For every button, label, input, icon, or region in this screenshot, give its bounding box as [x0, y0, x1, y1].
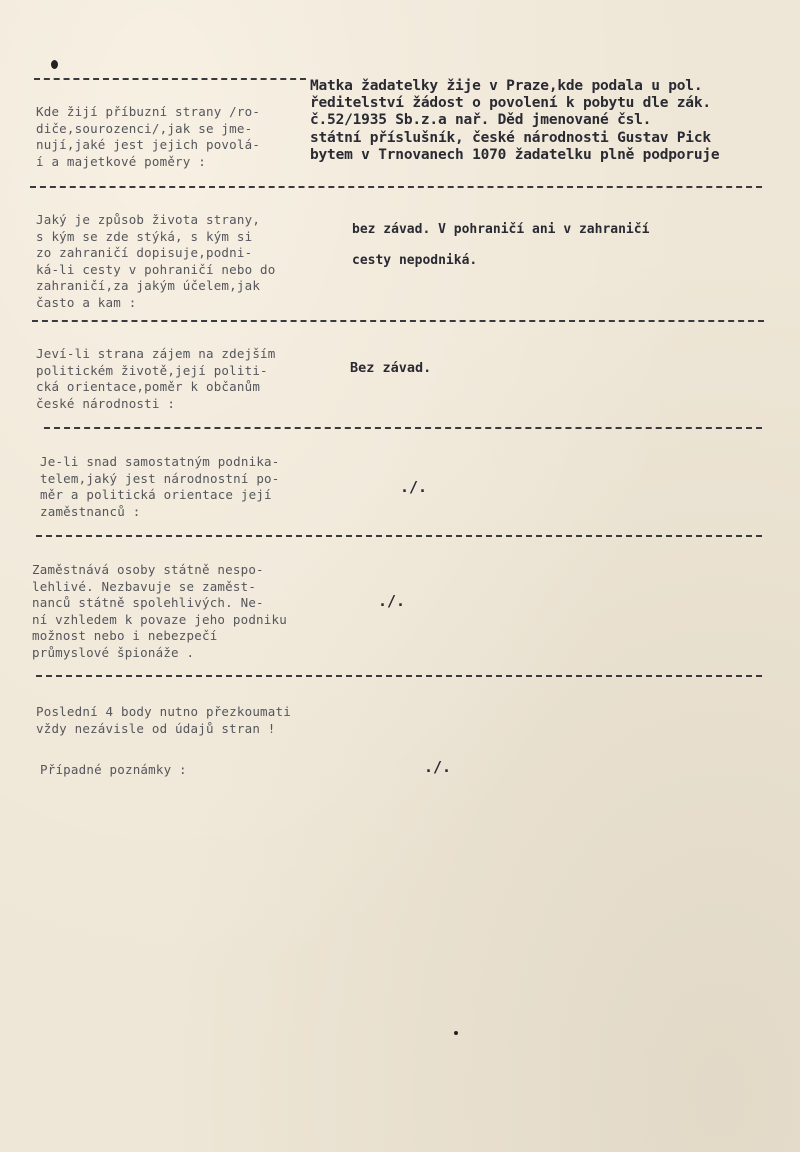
question-lifestyle: Jaký je způsob života strany, s kým se zde stýká, s kým si zo zahraničí dopisuje,podni- ká-li cesty v pohraničí nebo do zahraničí,za jakým účelem,jak často a kam : — [36, 212, 276, 310]
question-entrepreneur: Je-li snad samostatným podnika- telem,jaký jest národnostní po- měr a politická orientace její zaměstnanců : — [40, 454, 280, 519]
answer-relatives: Matka žadatelky žije v Praze,kde podala u pol. ředitelství žádost o povolení k pobytu dle zák. č.52/1935 Sb.z.a nař. Děd jmenované čsl. státní příslušník, české národnosti Gustav Pick bytem v Trnovanech 1070 žadatelku plně podporuje — [310, 78, 720, 163]
note-verify: Poslední 4 body nutno přezkoumati vždy nezávisle od údajů stran ! — [36, 704, 291, 736]
answer-remarks: ./. — [424, 758, 452, 776]
separator-line — [32, 320, 764, 322]
answer-employees: ./. — [378, 592, 406, 610]
ink-dot — [454, 1031, 458, 1035]
answer-entrepreneur: ./. — [400, 478, 428, 496]
answer-lifestyle: bez závad. V pohraničí ani v zahraničí cesty nepodniká. — [352, 222, 650, 268]
question-remarks: Případné poznámky : — [40, 762, 187, 777]
question-employees: Zaměstnává osoby státně nespo- lehlivé. Nezbavuje se zaměst- nanců státně spolehlivých. Ne- ní vzhledem k povaze jeho podniku možnost nebo i nebezpečí průmyslové špionáže . — [32, 562, 287, 660]
separator-line — [44, 427, 762, 429]
question-relatives: Kde žijí příbuzní strany /ro- diče,sourozenci/,jak se jme- nují,jaké jest jejich povolá- í a majetkové poměry : — [36, 104, 261, 169]
question-politics: Jeví-li strana zájem na zdejším politickém životě,její politi- cká orientace,poměr k občanům české národnosti : — [36, 346, 276, 411]
separator-line — [34, 78, 306, 80]
separator-line — [36, 535, 762, 537]
separator-line — [30, 186, 762, 188]
ink-dot — [51, 60, 58, 69]
separator-line — [36, 675, 762, 677]
answer-politics: Bez závad. — [350, 360, 432, 376]
